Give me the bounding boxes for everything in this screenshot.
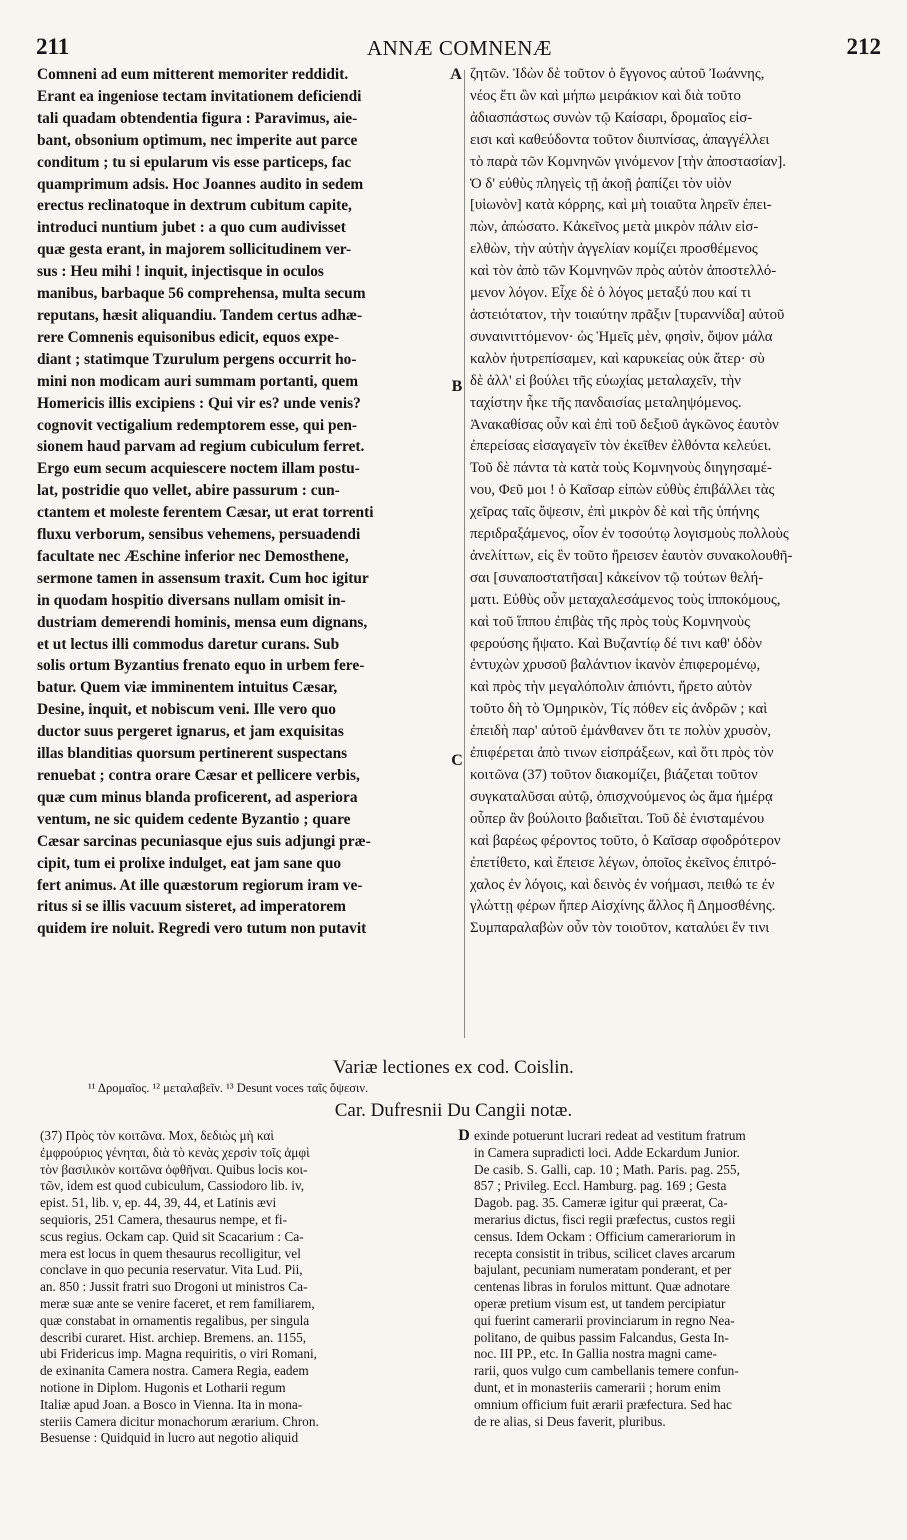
note-line: an. 850 : Jussit fratri suo Drogoni ut ministros Ca- bbox=[40, 1279, 308, 1295]
greek-text-line: συγκαταλῦσαι αὐτῷ, ὀπισχνούμενος ὡς ἅμα ἡμέρᾳ bbox=[470, 788, 773, 805]
latin-text-line: rere Comnenis equisonibus edicit, equos expe- bbox=[37, 328, 340, 346]
greek-text-line: περιδραξάμενος, οἷον ἐν τοσούτῳ λογισμοὺς πολλοὺς bbox=[470, 526, 789, 543]
latin-text-line: cipit, tum ei prolixe indulget, eat jam sane quo bbox=[37, 854, 342, 872]
margin-marker-c: C bbox=[451, 752, 463, 769]
note-line: epist. 51, lib. v, ep. 44, 39, 44, et Latinis ævi bbox=[40, 1195, 277, 1211]
greek-text-line: σαι [συναποστατῆσαι] κἀκείνον τῷ τούτων θελή- bbox=[470, 569, 764, 586]
greek-text-line: κοιτῶνα (37) τοῦτον διακομίζει, βιάζεται τοῦτον bbox=[470, 767, 758, 783]
note-line: mera est locus in quem thesaurus recolligitur, vel bbox=[40, 1245, 301, 1261]
latin-text-line: et ut lectus illi commodus daretur curans. Sub bbox=[37, 635, 340, 653]
latin-text-line: quæ cum minus blanda proficerent, ad asperiora bbox=[37, 788, 358, 806]
note-line: de re alias, si Deus faverit, pluribus. bbox=[474, 1413, 666, 1429]
latin-text-line: ventum, ne sic quidem cedente Byzantio ; quare bbox=[37, 810, 351, 828]
greek-text-line: νου, Φεῦ μοι ! ὁ Καῖσαρ εἰπὼν εὐθὺς ἐπιβάλλει τὰς bbox=[470, 482, 775, 499]
note-line: Besuense : Quidquid in lucro aut negotio aliquid bbox=[40, 1430, 299, 1446]
greek-text-line: πὼν, ἀπώσατο. Κἀκεῖνος μετὰ μικρὸν πάλιν εἰσ- bbox=[470, 219, 759, 236]
greek-text-line: δὲ ἀλλ' εἰ βούλει τῆς εὐωχίας μεταλαχεῖν, τὴν bbox=[470, 372, 741, 389]
note-line: steriis Camera dicitur monachorum ærarium. Chron. bbox=[40, 1413, 319, 1429]
latin-text-line: sionem haud parvam ad regium cubiculum ferret. bbox=[37, 438, 365, 456]
latin-text-line: sermone tamen in assensum traxit. Cum hoc igitur bbox=[37, 569, 369, 587]
greek-text-line: ἀδιασπάστως συνὼν τῷ Καίσαρι, δρομαῖος εἰσ- bbox=[470, 109, 753, 126]
note-line: meræ suæ ante se venire faceret, et rem familiarem, bbox=[40, 1295, 315, 1311]
note-line: recepta consistit in tribus, scilicet claves arcarum bbox=[474, 1245, 736, 1261]
margin-marker-d: D bbox=[458, 1127, 470, 1144]
latin-text-line: conditum ; tu si epularum vis esse particeps, fac bbox=[37, 153, 352, 171]
notes-right-column bbox=[474, 1128, 898, 1430]
latin-text-line: sus : Heu mihi ! inquit, injectisque in oculos bbox=[37, 263, 324, 281]
latin-text-line: quæ gesta erant, in majorem sollicitudinem ver- bbox=[37, 241, 352, 259]
note-line: τὸν βασιλικὸν κοιτῶνα ὀφθῆναι. Quibus locis κοι- bbox=[40, 1161, 308, 1177]
greek-text-line: [υἱωνὸν] κατὰ κόρρης, καὶ μὴ τοιαῦτα ληρεῖν ἐπει- bbox=[470, 197, 772, 214]
latin-text-line: in quodam hospitio diversans nullam omisit in- bbox=[37, 591, 346, 609]
note-line: dunt, et in monasteriis camerarii ; horum enim bbox=[474, 1379, 721, 1395]
column-divider bbox=[464, 70, 465, 1038]
latin-text-line: Ergo eum secum acquiescere noctem illam postu- bbox=[37, 460, 360, 478]
latin-text-line: Homericis illis excipiens : Qui vir es? unde venis? bbox=[37, 394, 361, 412]
greek-text-line: Ὁ δ' εὐθὺς πληγεὶς τῇ ἀκοῇ ῥαπίζει τὸν υἱὸν bbox=[470, 175, 732, 192]
greek-text-line: χεῖρας ταῖς ὄψεσιν, ἐπὶ μικρὸν δὲ καὶ τῆς ὑπήνης bbox=[470, 504, 760, 521]
note-line: scus regius. Ockam cap. Quid sit Scacarium : Ca- bbox=[40, 1228, 304, 1244]
latin-text-line: quidem ire noluit. Regredi vero tutum non putavit bbox=[37, 920, 367, 938]
note-line: quæ constabat in ornamentis regalibus, per singula bbox=[40, 1312, 310, 1328]
greek-text-line: ἐντυχὼν χρυσοῦ βαλάντιον ἱκανὸν ἐπιφερομένῳ, bbox=[470, 657, 761, 674]
greek-text-line: καὶ πρὸς τὴν μεγαλόπολιν ἀπιόντι, ἤρετο αὐτὸν bbox=[470, 679, 753, 696]
notes-left-column bbox=[40, 1128, 456, 1447]
latin-text-line: cognovit vectigalium redemptorem esse, qui pen- bbox=[37, 416, 358, 434]
greek-text-line: ἐπειδὴ παρ' αὐτοῦ ἐμάνθανεν ὅτι τε πολὺν χρυσὸν, bbox=[470, 723, 772, 740]
greek-text-line: Ἀνακαθίσας οὖν καὶ ἐπὶ τοῦ δεξιοῦ ἀγκῶνος ἑαυτὸν bbox=[470, 416, 779, 433]
latin-text-line: mini non modicam auri summam portanti, quem bbox=[37, 372, 359, 390]
note-line: ἐμφρούριος γένηται, διὰ τὸ κενὰς χερσὶν τοῖς ἀμφὶ bbox=[40, 1144, 310, 1160]
latin-text-line: Desine, inquit, et nobiscum veni. Ille vero quo bbox=[37, 701, 337, 719]
greek-text-line: ἐπερείσας εἰσαγαγεῖν τὸν ἐκεῖθεν ἐλθόντα κελεύει. bbox=[470, 438, 772, 455]
greek-text-line: οὗπερ ἂν βούλοιτο βαδιεῖται. Τοῦ δὲ ἐνισταμένου bbox=[470, 810, 765, 827]
greek-text-line: ἀνελίττων, εἰς ἓν τοῦτο ἤρεισεν ἑαυτὸν συνακολουθῆ- bbox=[470, 547, 793, 564]
note-line: τῶν, idem est quod cubiculum, Cassiodoro lib. iv, bbox=[40, 1178, 305, 1194]
note-line: ubi Fridericus imp. Magna requiritis, o viri Romani, bbox=[40, 1346, 317, 1362]
page-number-right: 212 bbox=[846, 34, 881, 59]
latin-text-line: manibus, barbaque 56 comprehensa, multa secum bbox=[37, 285, 366, 303]
latin-text-line: batur. Quem viæ imminentem intuitus Cæsar, bbox=[37, 679, 338, 697]
greek-text-line: ζητῶν. Ἰδὼν δὲ τοῦτον ὁ ἔγγονος αὐτοῦ Ἰωάννης, bbox=[470, 66, 765, 82]
greek-text-line: μενον λόγον. Εἶχε δὲ ὁ λόγος μεταξύ που καί τι bbox=[470, 285, 751, 302]
latin-text-line: fluxu verborum, sensibus vehemens, persuadendi bbox=[37, 526, 361, 544]
note-line: (37) Πρὸς τὸν κοιτῶνα. Mox, δεδιὼς μὴ καὶ bbox=[40, 1128, 274, 1143]
note-line: bajulant, pecuniam numeratam ponderant, et per bbox=[474, 1262, 732, 1278]
note-line: exinde potuerunt lucrari redeat ad vestitum fratrum bbox=[474, 1128, 746, 1143]
note-line: operæ pretium visum est, ut tandem percipiatur bbox=[474, 1295, 726, 1311]
greek-text-line: ελθὼν, τὴν αὐτὴν ἀγγελίαν κομίζει προσθέμενος bbox=[470, 241, 758, 258]
latin-text-line: Erant ea ingeniose tectam invitationem deficiendi bbox=[37, 87, 362, 105]
greek-text-line: νέος ἔτι ὢν καὶ μήπω μειράκιον καὶ διὰ τοῦτο bbox=[470, 87, 741, 104]
greek-text-line: φερούσης ἥψατο. Καὶ Βυζαντίῳ δέ τινι καθ' ὁδὸν bbox=[470, 635, 762, 652]
note-line: De casib. S. Galli, cap. 10 ; Math. Paris. pag. 255, bbox=[474, 1161, 740, 1177]
latin-text-line: introduci nuntium jubet : a quo cum audivisset bbox=[37, 219, 346, 237]
margin-marker-b: B bbox=[451, 378, 463, 395]
note-line: Dagob. pag. 35. Cameræ igitur qui præerat, Ca- bbox=[474, 1195, 728, 1211]
note-line: politano, de quibus passim Falcandus, Gesta In- bbox=[474, 1329, 729, 1345]
latin-column bbox=[37, 64, 458, 940]
greek-text-line: ἐπετίθετο, καὶ ἔπεισε λέγων, ὁποῖος ἐκεῖνος ἐπιτρό- bbox=[470, 854, 777, 871]
greek-text-line: ταχίστην ἧκε τῆς πανδαισίας μεταληψόμενος. bbox=[470, 394, 742, 411]
latin-text-line: reputans, hæsit aliquandiu. Tandem certus adhæ- bbox=[37, 306, 363, 324]
latin-text-line: ctantem et moleste ferentem Cæsar, ut erat torrenti bbox=[37, 504, 374, 522]
greek-text-line: τοῦτο δὴ τὸ Ὁμηρικὸν, Τίς πόθεν εἰς ἀνδρῶν ; καὶ bbox=[470, 701, 768, 718]
note-line: notione in Diplom. Hugonis et Lotharii regum bbox=[40, 1379, 286, 1395]
note-line: sequioris, 251 Camera, thesaurus nempe, et fi- bbox=[40, 1211, 288, 1227]
greek-text-line: ματι. Εὐθὺς οὖν μεταχαλεσάμενος τοὺς ἱπποκόμους, bbox=[470, 591, 781, 608]
note-line: de exinanita Camera nostra. Camera Regia, eadem bbox=[40, 1363, 309, 1379]
note-line: in Camera supradicti loci. Adde Eckardum Junior. bbox=[474, 1144, 740, 1160]
note-line: merarius dictus, fisci regii præfectus, custos regii bbox=[474, 1211, 736, 1227]
greek-text-line: συναινιττόμενον· ὡς Ἡμεῖς μὲν, φησὶν, ὄψον μάλα bbox=[470, 328, 773, 345]
latin-text-line: ritus si se illis vacuum sisteret, ad imperatorem bbox=[37, 898, 346, 916]
latin-text-line: tali quadam obtendentia figura : Paravimus, aie- bbox=[37, 109, 358, 127]
greek-text-line: χαλος ἐν λόγοις, καὶ δεινὸς ἐν νοήμασι, πειθώ τε ἐν bbox=[470, 876, 775, 893]
note-line: rarii, quos vulgo cum cambellanis temere confun- bbox=[474, 1363, 739, 1379]
latin-text-line: bant, obsonium optimum, nec imperite aut parce bbox=[37, 131, 358, 149]
greek-text-line: καλὸν ἠυτρεπίσαμεν, καὶ καρυκείας οὐκ ἄτερ· σὺ bbox=[470, 350, 765, 367]
page-header bbox=[32, 34, 887, 64]
note-line: centenas libras in forulos mittunt. Quæ adnotare bbox=[474, 1279, 730, 1295]
notes-heading: Car. Dufresnii Du Cangii notæ. bbox=[334, 1100, 573, 1121]
greek-text-line: γλώττῃ φέρων ἥπερ Αἰσχίνης ἄλλος ἢ Δημοσθένης. bbox=[470, 898, 776, 915]
note-line: omnium officium fuit ærarii præfectura. Sed hac bbox=[474, 1396, 732, 1412]
latin-text-line: quamprimum adsis. Hoc Joannes audito in sedem bbox=[37, 175, 364, 193]
running-title: ANNÆ COMNENÆ bbox=[366, 36, 553, 60]
latin-text-line: ductor suus pergeret ignarus, et jam exquisitas bbox=[37, 723, 344, 741]
margin-marker-a: A bbox=[450, 66, 462, 83]
note-line: qui fuerint camerarii provinciarum in regno Nea- bbox=[474, 1312, 735, 1328]
variae-lectiones-heading: Variæ lectiones ex cod. Coislin. bbox=[333, 1057, 574, 1078]
greek-text-line: καὶ βαρέως φέροντος τοῦτο, ὁ Καῖσαρ σφοδρότερον bbox=[470, 832, 781, 849]
latin-text-line: diant ; statimque Tzurulum pergens occurrit ho- bbox=[37, 350, 357, 368]
latin-text-line: renuebat ; contra orare Cæsar et pellicere verbis, bbox=[37, 767, 360, 784]
page-number-left: 211 bbox=[36, 34, 70, 59]
greek-text-line: καὶ τοῦ ἵππου ἐπιβὰς τῆς πρὸς τοὺς Κομνηνοὺς bbox=[470, 613, 750, 630]
note-line: noc. III PP., etc. In Gallia nostra magni came- bbox=[474, 1346, 717, 1362]
variae-lectiones-line: ¹¹ Δρομαῖος. ¹² μεταλαβεῖν. ¹³ Desunt voces ταῖς ὄψεσιν. bbox=[88, 1081, 369, 1095]
latin-text-line: facultate nec Æschine inferior nec Demosthene, bbox=[37, 547, 349, 565]
latin-text-line: dustriam demerendi hominis, mensa eum dignans, bbox=[37, 613, 368, 631]
latin-text-line: lat, postridie quo vellet, abire passurum : cun- bbox=[37, 482, 340, 500]
note-line: conclave in quo pecunia reservatur. Vita Lud. Pii, bbox=[40, 1262, 303, 1278]
latin-text-line: erectus reclinatoque in dextrum cubitum capite, bbox=[37, 197, 352, 215]
greek-text-line: ἐπιφέρεται ἀπὸ τινων εἰσπράξεων, καὶ ὅτι πρὸς τὸν bbox=[470, 745, 774, 762]
note-line: 857 ; Privileg. Eccl. Hamburg. pag. 169 ; Gesta bbox=[474, 1178, 727, 1194]
latin-text-line: fert animus. At ille quæstorum regiorum iram ve- bbox=[37, 876, 363, 894]
greek-text-line: τὸ παρὰ τῶν Κομνηνῶν γινόμενον [τὴν ἀποστασίαν]. bbox=[470, 153, 787, 170]
latin-text-line: illas blanditias quorsum pertinerent suspectans bbox=[37, 745, 348, 763]
latin-text-line: Comneni ad eum mitterent memoriter reddidit. bbox=[37, 66, 349, 83]
greek-text-line: καὶ τὸν ἀπὸ τῶν Κομνηνῶν πρὸς αὐτὸν ἀποστελλό- bbox=[470, 263, 777, 280]
note-line: census. Idem Ockam : Officium camerariorum in bbox=[474, 1228, 736, 1244]
greek-text-line: ἀστειότατον, τὴν τοιαύτην πρᾶξιν [τυραννίδα] αὐτοῦ bbox=[470, 306, 785, 323]
note-line: describi curaret. Hist. archiep. Bremens. an. 1155, bbox=[40, 1329, 307, 1345]
note-line: Italiæ apud Joan. a Bosco in Vienna. Ita in mona- bbox=[40, 1396, 303, 1412]
greek-text-line: Συμπαραλαβὼν οὖν τὸν τοιοῦτον, καταλύει ἔν τινι bbox=[470, 920, 770, 937]
greek-text-line: Τοῦ δὲ πάντα τὰ κατὰ τοὺς Κομνηνοὺς διηγησαμέ- bbox=[470, 460, 772, 477]
latin-text-line: Cæsar sarcinas pecuniasque ejus suis adjungi præ- bbox=[37, 832, 371, 850]
greek-text-line: εισι καὶ καθεύδοντα τοῦτον διυπνίσας, ἀπαγγέλλει bbox=[470, 131, 770, 148]
greek-column bbox=[470, 64, 898, 940]
latin-text-line: solis ortum Byzantius frenato equo in urbem fere- bbox=[37, 657, 365, 675]
